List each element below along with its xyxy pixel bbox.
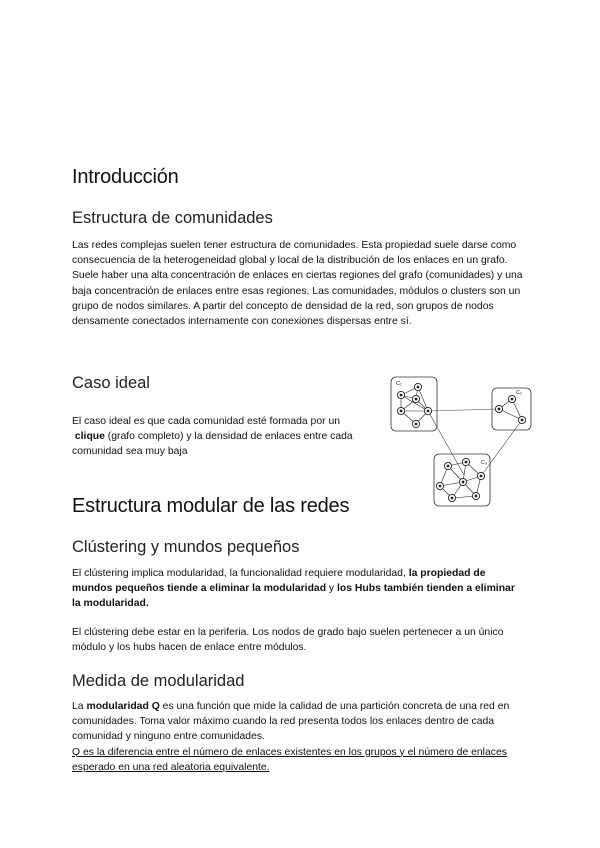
community-label-3: C₃ bbox=[481, 460, 488, 466]
clustering-p1-bold-1: la propiedad de mundos pequeños tiende a eliminar la modularidad bbox=[72, 568, 486, 595]
ideal-heading: Caso ideal bbox=[72, 374, 150, 392]
clustering-p2: El clústering debe estar en la periferia. Los nodos de grado bajo suelen pertenecer a un único módulo y los hubs hacen de enlace entre módulos. bbox=[72, 627, 504, 654]
modularity-text bbox=[72, 699, 527, 775]
clustering-p1 bbox=[72, 566, 520, 612]
clustering-p1-text-2: y bbox=[326, 583, 338, 595]
modularity-text-2: es una función que mide la calidad de una partición concreta de una red en comunidades. Toma valor máximo cuando la red presenta todos los enlaces dentro de cada comunidad y ninguno entre comunidades. bbox=[72, 701, 510, 743]
intro-title: Introducción bbox=[72, 166, 179, 188]
ideal-text-1: El caso ideal es que cada comunidad esté formada por un bbox=[72, 416, 341, 427]
communities-heading: Estructura de comunidades bbox=[72, 209, 273, 227]
ideal-clique: clique bbox=[74, 431, 105, 443]
community-label-2: C₂ bbox=[516, 390, 523, 396]
modularity-text-1: La bbox=[72, 701, 87, 712]
modular-title: Estructura modular de las redes bbox=[72, 495, 350, 517]
clustering-p1-text-1: El clústering implica modularidad, la funcionalidad requiere modularidad, bbox=[72, 568, 409, 579]
modularity-heading: Medida de modularidad bbox=[72, 672, 245, 690]
ideal-text-2: (grafo completo) y la densidad de enlaces entre cada comunidad sea muy baja bbox=[72, 431, 353, 458]
modularity-underlined: Q es la diferencia entre el número de enlaces existentes en los grupos y el número de enlaces esperado en una red aleatoria equivalente. bbox=[72, 746, 507, 773]
ideal-text bbox=[72, 414, 357, 460]
communities-text: Las redes complejas suelen tener estructura de comunidades. Esta propiedad suele darse como consecuencia de la heterogeneidad global y local de la distribución de los enlaces en un grafo. Suele haber una alta concentración de enlaces en ciertas regiones del grafo (comunidades) y una baja concentración de enlaces entre esas regiones. Las comunidades, módulos o clusters son un grupo de nodos similares. A partir del concepto de densidad de la red, son grupos de nodos densamente conectados internamente con conexiones dispersas entre sí. bbox=[72, 240, 523, 328]
modularity-q: modularidad Q bbox=[86, 701, 160, 712]
clustering-heading: Clústering y mundos pequeños bbox=[72, 538, 300, 556]
community-label-1: C₁ bbox=[396, 381, 402, 387]
community-graph-figure bbox=[388, 374, 536, 510]
clustering-p1-bold-2: los Hubs también tienden a eliminar la modularidad. bbox=[72, 583, 515, 610]
